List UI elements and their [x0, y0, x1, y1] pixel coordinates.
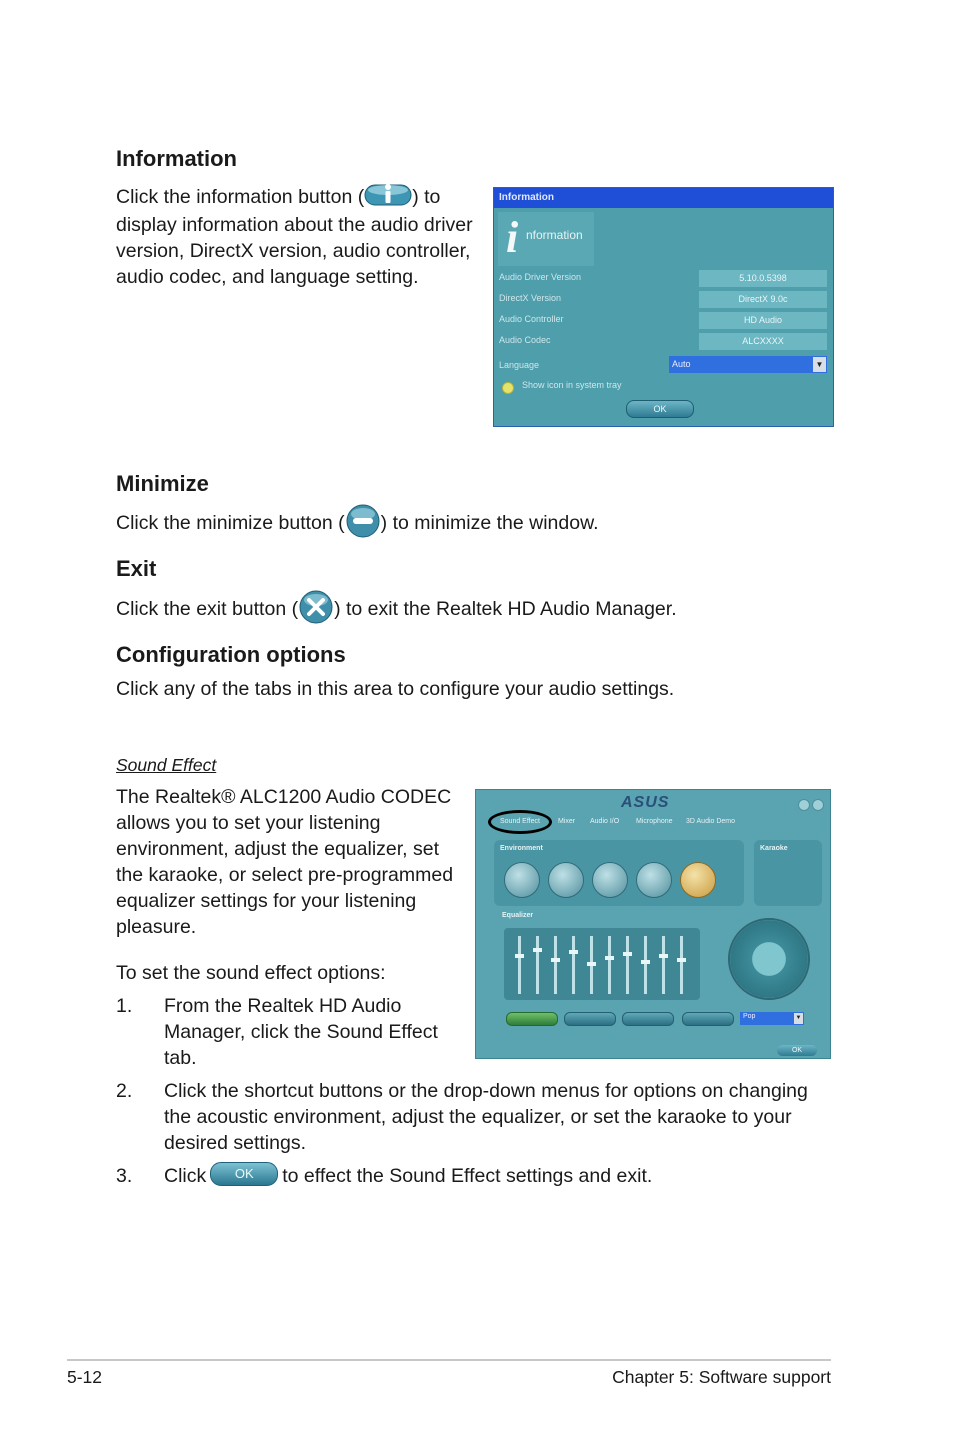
- environment-button-3[interactable]: [592, 862, 628, 898]
- equalizer-area: [504, 928, 700, 1000]
- eq-slider[interactable]: [518, 936, 521, 994]
- minimize-button-icon: [345, 504, 381, 538]
- exit-text-after: ) to exit the Realtek HD Audio Manager.: [334, 598, 677, 621]
- step-2-line-3: desired settings.: [164, 1132, 306, 1154]
- eq-knob[interactable]: [659, 954, 668, 958]
- information-dialog-screenshot: [493, 187, 834, 427]
- minimize-heading: Minimize: [116, 471, 209, 496]
- asus-logo: ASUS: [621, 794, 670, 811]
- eq-slider[interactable]: [608, 936, 611, 994]
- step-text: [164, 993, 464, 1071]
- eq-knob[interactable]: [569, 950, 578, 954]
- intro-line-5: equalizer settings for your listening: [116, 890, 417, 912]
- preset-value: Pop: [743, 1013, 756, 1020]
- highlight-ring: [488, 810, 552, 834]
- eq-slider[interactable]: [554, 936, 557, 994]
- tab-mixer[interactable]: Mixer: [558, 818, 576, 825]
- tab-microphone[interactable]: Microphone: [636, 818, 673, 825]
- sound-effect-ok-button[interactable]: [777, 1045, 817, 1056]
- dialog-ok-button[interactable]: OK: [626, 400, 694, 418]
- step-text: [164, 1078, 834, 1156]
- step-2: [116, 1078, 836, 1158]
- step-number: 2.: [116, 1080, 133, 1102]
- eq-knob[interactable]: [641, 960, 650, 964]
- close-icon[interactable]: [812, 799, 824, 811]
- step-number: 1.: [116, 995, 133, 1017]
- intro-line-4: the karaoke, or select pre-programmed: [116, 864, 454, 886]
- eq-slider[interactable]: [662, 936, 665, 994]
- equalizer-label: Equalizer: [502, 912, 534, 919]
- intro-line-6: pleasure.: [116, 916, 197, 938]
- information-logo: [498, 212, 594, 266]
- environment-button-1[interactable]: [504, 862, 540, 898]
- chevron-down-icon[interactable]: ▼: [813, 357, 826, 372]
- row-label-controller: Audio Controller: [499, 314, 564, 324]
- step-2-line-2: the acoustic environment, adjust the equalizer, or set the karaoke to your: [164, 1106, 792, 1128]
- chevron-down-icon[interactable]: ▼: [794, 1013, 803, 1024]
- environment-label: Environment: [500, 845, 543, 852]
- logo-letter: i: [506, 213, 519, 262]
- eq-knob[interactable]: [677, 958, 686, 962]
- language-value: Auto: [672, 359, 691, 369]
- row-value-codec: ALCXXXX: [699, 333, 827, 350]
- minimize-text-before: Click the minimize button (: [116, 512, 345, 535]
- sound-effect-subheading: Sound Effect: [116, 755, 217, 775]
- intro-line-2: allows you to set your listening: [116, 812, 381, 834]
- preset-button-1[interactable]: [506, 1012, 558, 1026]
- eq-knob[interactable]: [623, 952, 632, 956]
- intro-line-3: environment, adjust the equalizer, set: [116, 838, 440, 860]
- ok-label: OK: [791, 1047, 803, 1054]
- environment-button-4[interactable]: [636, 862, 672, 898]
- eq-slider[interactable]: [626, 936, 629, 994]
- preset-button-4[interactable]: [682, 1012, 734, 1026]
- information-line-3: audio codec, and language setting.: [116, 266, 419, 288]
- row-label-driver: Audio Driver Version: [499, 272, 582, 282]
- row-value-controller: HD Audio: [699, 312, 827, 329]
- preset-button-3[interactable]: [622, 1012, 674, 1026]
- step-1-line-3: tab.: [164, 1047, 197, 1069]
- info-button-icon: [364, 181, 412, 209]
- control-dial[interactable]: [728, 918, 810, 1000]
- step-1-line-1: From the Realtek HD Audio: [164, 995, 402, 1017]
- exit-paragraph: [116, 593, 677, 627]
- step-3-before: Click: [164, 1165, 207, 1187]
- eq-knob[interactable]: [605, 956, 614, 960]
- exit-heading: Exit: [116, 556, 157, 581]
- eq-slider[interactable]: [644, 936, 647, 994]
- eq-slider[interactable]: [680, 936, 683, 994]
- exit-text-before: Click the exit button (: [116, 598, 299, 621]
- preset-button-2[interactable]: [564, 1012, 616, 1026]
- row-label-directx: DirectX Version: [499, 293, 562, 303]
- information-heading: Information: [116, 146, 237, 171]
- step-number: 3.: [116, 1165, 133, 1187]
- step-1-line-2: Manager, click the Sound Effect: [164, 1021, 438, 1043]
- tab-sound-effect[interactable]: Sound Effect: [500, 818, 540, 825]
- eq-slider[interactable]: [536, 936, 539, 994]
- footer-divider: [67, 1359, 831, 1361]
- information-paragraph: [116, 184, 486, 290]
- chapter-title: Chapter 5: Software support: [612, 1367, 831, 1387]
- information-line-1: display information about the audio driver: [116, 214, 473, 236]
- eq-knob[interactable]: [587, 962, 596, 966]
- row-label-codec: Audio Codec: [499, 335, 551, 345]
- minimize-text-after: ) to minimize the window.: [380, 512, 599, 535]
- sound-effect-intro: [116, 784, 466, 940]
- minimize-icon[interactable]: [798, 799, 810, 811]
- preset-select[interactable]: [740, 1012, 804, 1025]
- tray-label: Show icon in system tray: [522, 380, 622, 390]
- step-3-after: to effect the Sound Effect settings and exit.: [282, 1165, 653, 1187]
- step-3: [116, 1163, 836, 1193]
- to-set-text: To set the sound effect options:: [116, 962, 386, 984]
- row-value-directx: DirectX 9.0c: [699, 291, 827, 308]
- row-value-driver: 5.10.0.5398: [699, 270, 827, 287]
- sound-effect-screenshot: [475, 789, 831, 1059]
- logo-word: nformation: [526, 228, 583, 242]
- ok-button-image: OK: [210, 1162, 278, 1186]
- configuration-paragraph: Click any of the tabs in this area to configure your audio settings.: [116, 678, 675, 700]
- step-2-line-1: Click the shortcut buttons or the drop-down menus for options on changing: [164, 1080, 808, 1102]
- eq-knob[interactable]: [515, 954, 524, 958]
- eq-slider[interactable]: [572, 936, 575, 994]
- eq-knob[interactable]: [551, 958, 560, 962]
- tab-3d-audio-demo[interactable]: 3D Audio Demo: [686, 818, 736, 825]
- information-text-before: Click the information button (: [116, 186, 365, 209]
- exit-button-icon: [298, 590, 334, 624]
- step-text: [164, 1163, 834, 1189]
- page-number: 5-12: [67, 1367, 103, 1387]
- configuration-heading: Configuration options: [116, 642, 346, 667]
- dialog-title: Information: [494, 188, 833, 208]
- information-text-after: ) to: [412, 186, 441, 209]
- step-1: [116, 993, 456, 1073]
- minimize-paragraph: [116, 507, 599, 541]
- tab-audio-io[interactable]: Audio I/O: [590, 818, 620, 825]
- environment-button-2[interactable]: [548, 862, 584, 898]
- language-label: Language: [499, 360, 540, 370]
- karaoke-label: Karaoke: [760, 845, 788, 852]
- information-line-2: version, DirectX version, audio controller,: [116, 240, 471, 262]
- environment-button-5[interactable]: [680, 862, 716, 898]
- eq-knob[interactable]: [533, 948, 542, 952]
- tray-radio[interactable]: [502, 382, 514, 394]
- intro-line-1: The Realtek® ALC1200 Audio CODEC: [116, 786, 452, 808]
- language-select[interactable]: [669, 356, 827, 373]
